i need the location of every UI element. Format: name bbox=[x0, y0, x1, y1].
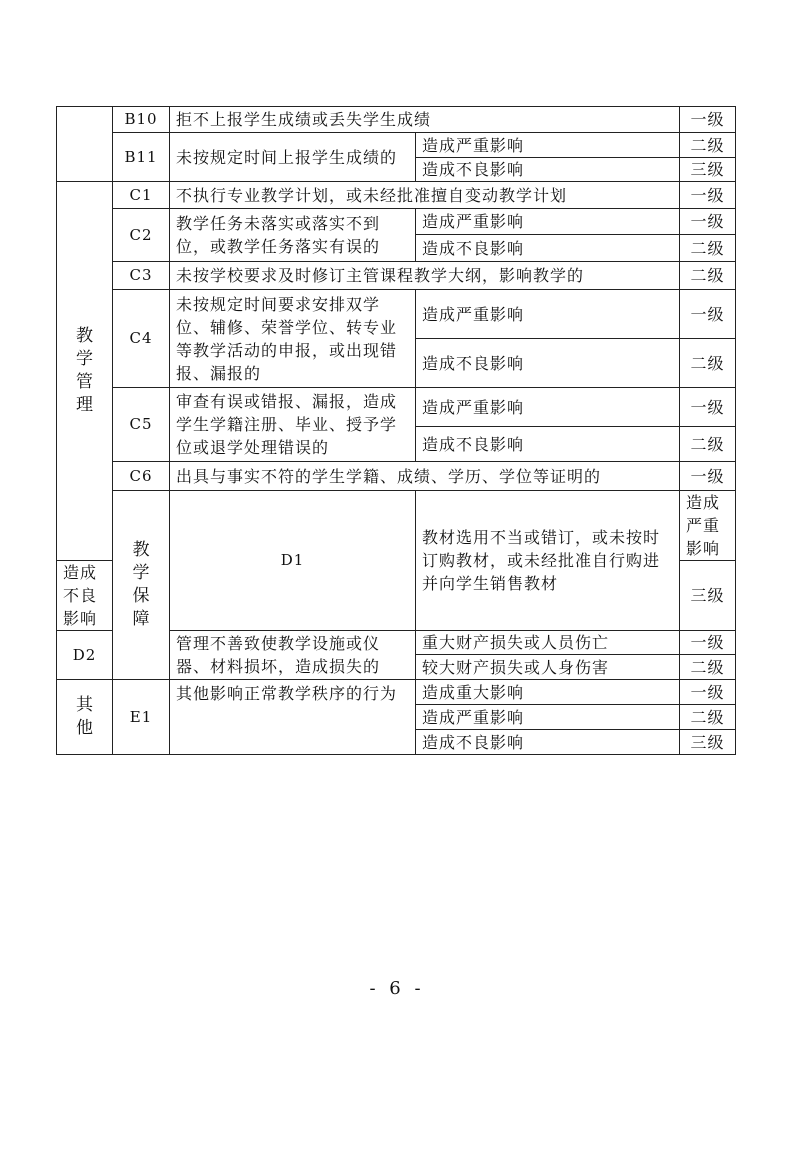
level-cell: 二级 bbox=[680, 133, 736, 158]
level-cell: 三级 bbox=[680, 730, 736, 755]
table-row bbox=[57, 680, 736, 705]
level-cell: 二级 bbox=[680, 235, 736, 262]
condition-cell: 造成不良影响 bbox=[416, 339, 680, 388]
condition-cell: 造成严重影响 bbox=[416, 133, 680, 158]
condition-cell: 造成严重影响 bbox=[416, 209, 680, 235]
category-label: 其他 bbox=[76, 695, 93, 738]
page-number: - 6 - bbox=[369, 978, 425, 999]
condition-cell: 造成不良影响 bbox=[416, 427, 680, 462]
condition-cell: 造成不良影响 bbox=[416, 158, 680, 182]
item-code: B10 bbox=[113, 107, 170, 133]
item-code: D2 bbox=[57, 631, 113, 680]
condition-cell: 造成严重影响 bbox=[680, 491, 736, 561]
table-row bbox=[57, 491, 736, 561]
item-code: E1 bbox=[113, 680, 170, 755]
table-row bbox=[57, 107, 736, 133]
item-code: B11 bbox=[113, 133, 170, 182]
item-code: C4 bbox=[113, 290, 170, 388]
table-row bbox=[57, 290, 736, 339]
table-row bbox=[57, 133, 736, 158]
item-code: C1 bbox=[113, 182, 170, 209]
item-description: 未按规定时间要求安排双学位、辅修、荣誉学位、转专业等教学活动的申报，或出现错报、漏报的 bbox=[170, 290, 416, 388]
table-row bbox=[57, 182, 736, 209]
level-cell: 二级 bbox=[680, 339, 736, 388]
item-code: C6 bbox=[113, 462, 170, 491]
condition-cell: 造成重大影响 bbox=[416, 680, 680, 705]
penalty-table bbox=[56, 106, 736, 755]
category-cell-empty bbox=[57, 107, 113, 182]
item-code: C3 bbox=[113, 262, 170, 290]
level-cell: 一级 bbox=[680, 388, 736, 427]
level-cell: 一级 bbox=[680, 290, 736, 339]
level-cell: 一级 bbox=[680, 107, 736, 133]
level-cell: 一级 bbox=[680, 631, 736, 655]
item-description: 教学任务未落实或落实不到位，或教学任务落实有误的 bbox=[170, 209, 416, 262]
table-row bbox=[57, 388, 736, 427]
condition-cell: 重大财产损失或人员伤亡 bbox=[416, 631, 680, 655]
condition-cell: 造成不良影响 bbox=[416, 730, 680, 755]
level-cell: 一级 bbox=[680, 680, 736, 705]
item-code: C2 bbox=[113, 209, 170, 262]
level-cell: 二级 bbox=[680, 705, 736, 730]
condition-cell: 造成严重影响 bbox=[416, 290, 680, 339]
category-teaching-management bbox=[57, 182, 113, 561]
condition-cell: 造成不良影响 bbox=[57, 561, 113, 631]
item-description: 未按规定时间上报学生成绩的 bbox=[170, 133, 416, 182]
level-cell: 一级 bbox=[680, 209, 736, 235]
condition-cell: 造成严重影响 bbox=[416, 705, 680, 730]
level-cell: 三级 bbox=[680, 158, 736, 182]
condition-cell: 造成不良影响 bbox=[416, 235, 680, 262]
item-description: 教材选用不当或错订，或未按时订购教材，或未经批准自行购进并向学生销售教材 bbox=[416, 491, 680, 631]
category-label: 教学管理 bbox=[76, 326, 93, 415]
item-code: D1 bbox=[170, 491, 416, 631]
table-row bbox=[57, 209, 736, 235]
category-label: 教学保障 bbox=[132, 540, 150, 629]
level-cell: 一级 bbox=[680, 182, 736, 209]
condition-cell: 造成严重影响 bbox=[416, 388, 680, 427]
table-row bbox=[57, 262, 736, 290]
item-description: 审查有误或错报、漏报，造成学生学籍注册、毕业、授予学位或退学处理错误的 bbox=[170, 388, 416, 462]
level-cell: 二级 bbox=[680, 427, 736, 462]
level-cell: 二级 bbox=[680, 655, 736, 680]
category-teaching-support bbox=[113, 491, 170, 680]
category-other bbox=[57, 680, 113, 755]
item-description: 不执行专业教学计划，或未经批准擅自变动教学计划 bbox=[170, 182, 680, 209]
condition-cell: 较大财产损失或人身伤害 bbox=[416, 655, 680, 680]
item-description: 管理不善致使教学设施或仪器、材料损坏，造成损失的 bbox=[170, 631, 416, 680]
item-description: 未按学校要求及时修订主管课程教学大纲，影响教学的 bbox=[170, 262, 680, 290]
item-description: 拒不上报学生成绩或丢失学生成绩 bbox=[170, 107, 680, 133]
item-code: C5 bbox=[113, 388, 170, 462]
table-row bbox=[57, 462, 736, 491]
level-cell: 二级 bbox=[680, 262, 736, 290]
item-description: 出具与事实不符的学生学籍、成绩、学历、学位等证明的 bbox=[170, 462, 680, 491]
level-cell: 一级 bbox=[680, 462, 736, 491]
level-cell: 三级 bbox=[680, 561, 736, 631]
item-description: 其他影响正常教学秩序的行为 bbox=[170, 680, 416, 755]
